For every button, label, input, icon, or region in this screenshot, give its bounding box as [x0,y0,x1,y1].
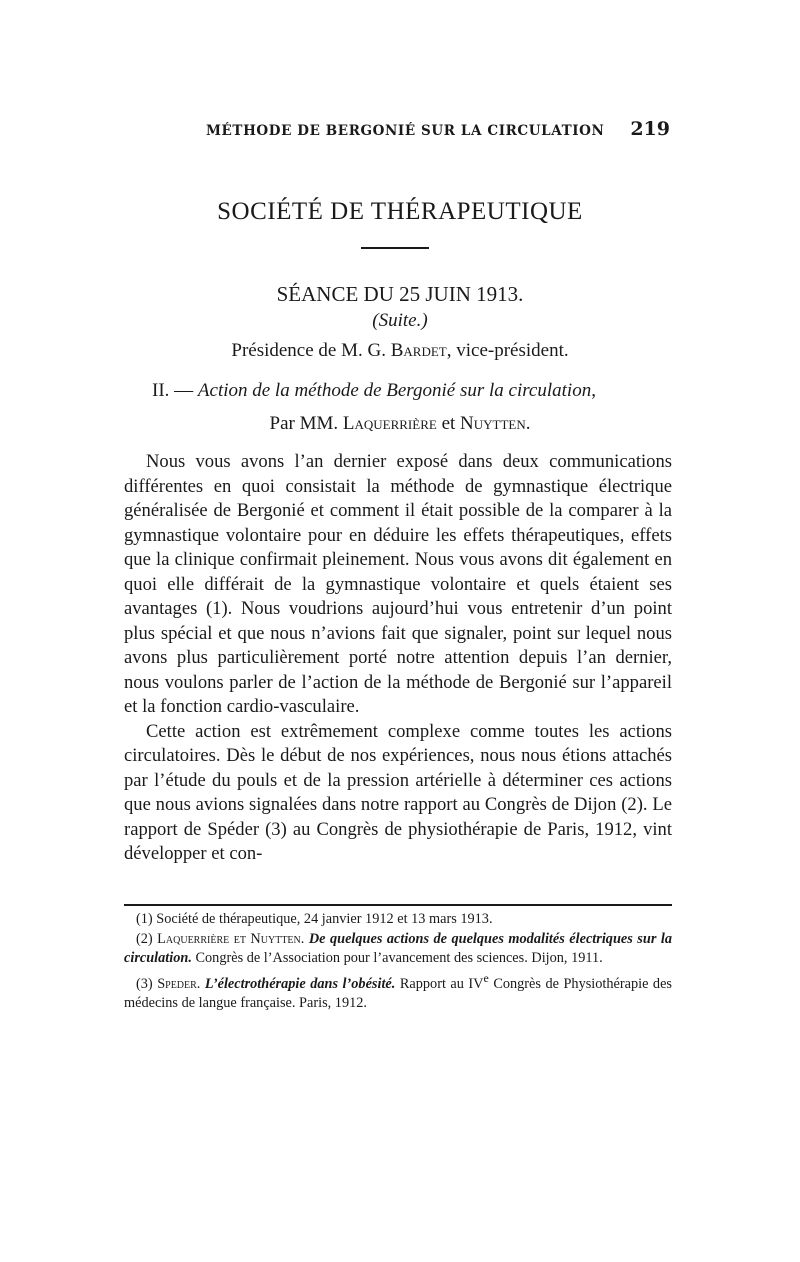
footnote-3-author: Speder. [157,975,201,992]
article-number: II. — [152,380,198,401]
article-title-end: , [591,380,596,401]
footnote-2-title: De quelques actions de quelques modalités électriques sur la circulation. [124,930,672,966]
footnote-3-superscript: e [483,970,489,985]
footnote-2-authors: Laquerrière et Nuytten. [157,930,305,947]
running-head-title: MÉTHODE DE BERGONIÉ SUR LA CIRCULATION [206,123,605,139]
footnote-3-number: (3) [136,975,158,992]
footnote-3-rest-a: Rapport au IV [395,975,484,992]
footnote-2 [124,930,672,969]
authors-conj: et [436,413,461,434]
author-laquerriere: Laquerrière [342,413,437,434]
seance-date: SÉANCE DU 25 JUIN 1913. [276,282,524,306]
footnotes [124,910,672,1013]
heading-divider [361,247,429,249]
footnote-3-rest-b: Congrès de Physiothérapie des médecins de langue française. Paris, 1912. [124,975,672,1011]
society-heading: SOCIÉTÉ DE THÉRAPEUTIQUE [217,198,583,225]
body-paragraph-2: Cette action est extrêmement complexe comme toutes les actions circulatoires. Dès le début de nos expériences, nous nous étions attachés par l’étude du pouls et de la pression artérielle à déterminer ces actions que nous avions signalées dans notre rapport au Congrès de Dijon (2). Le rapport de Spéder (3) au Congrès de physiothérapie de Paris, 1912, vint développer et con- [124,720,672,864]
page-number: 219 [630,118,670,140]
footnote-1: (1) Société de thérapeutique, 24 janvier 1912 et 13 mars 1913. [136,911,493,927]
article-body [124,450,672,867]
footnote-divider [124,904,672,906]
suite-label: (Suite.) [372,310,428,331]
presidence-suffix: , vice-président. [446,340,569,361]
footnote-2-rest: Congrès de l’Association pour l’avancement des sciences. Dijon, 1911. [191,950,603,966]
presidence-prefix: Présidence de M. G. [231,340,391,361]
article-title [152,380,672,402]
presidence-line [0,340,800,362]
authors-prefix: Par MM. [269,413,343,434]
footnote-3 [124,969,672,1014]
author-nuytten: Nuytten [460,413,526,434]
article-title-text: Action de la méthode de Bergonié sur la circulation [197,380,592,401]
president-name: Bardet [390,340,447,361]
body-paragraph-1: Nous vous avons l’an dernier exposé dans deux communications différentes en quoi consistait la méthode de gymnastique électrique généralisée de Bergonié et comment il était possible de la comparer à la gymnastique volontaire pour en déduire les effets thérapeutiques, effets que la clinique confirmait pleinement. Nous vous avons dit également en quoi elle différait de la gymnastique volontaire et quels étaient ses avantages (1). Nous voudrions aujourd’hui vous entretenir d’un point plus spécial et que nous n’avions fait que signaler, point sur lequel nous avons plus particulièrement porté notre attention depuis l’an dernier, nous voulons parler de l’action de la méthode de Bergonié sur l’appareil et la fonction cardio-vasculaire. [124,451,672,717]
authors-line [0,413,800,435]
footnote-2-number: (2) [136,930,158,947]
footnote-3-title: L’électrothérapie dans l’obésité. [200,975,396,992]
authors-end: . [525,413,531,434]
running-head [206,118,670,140]
